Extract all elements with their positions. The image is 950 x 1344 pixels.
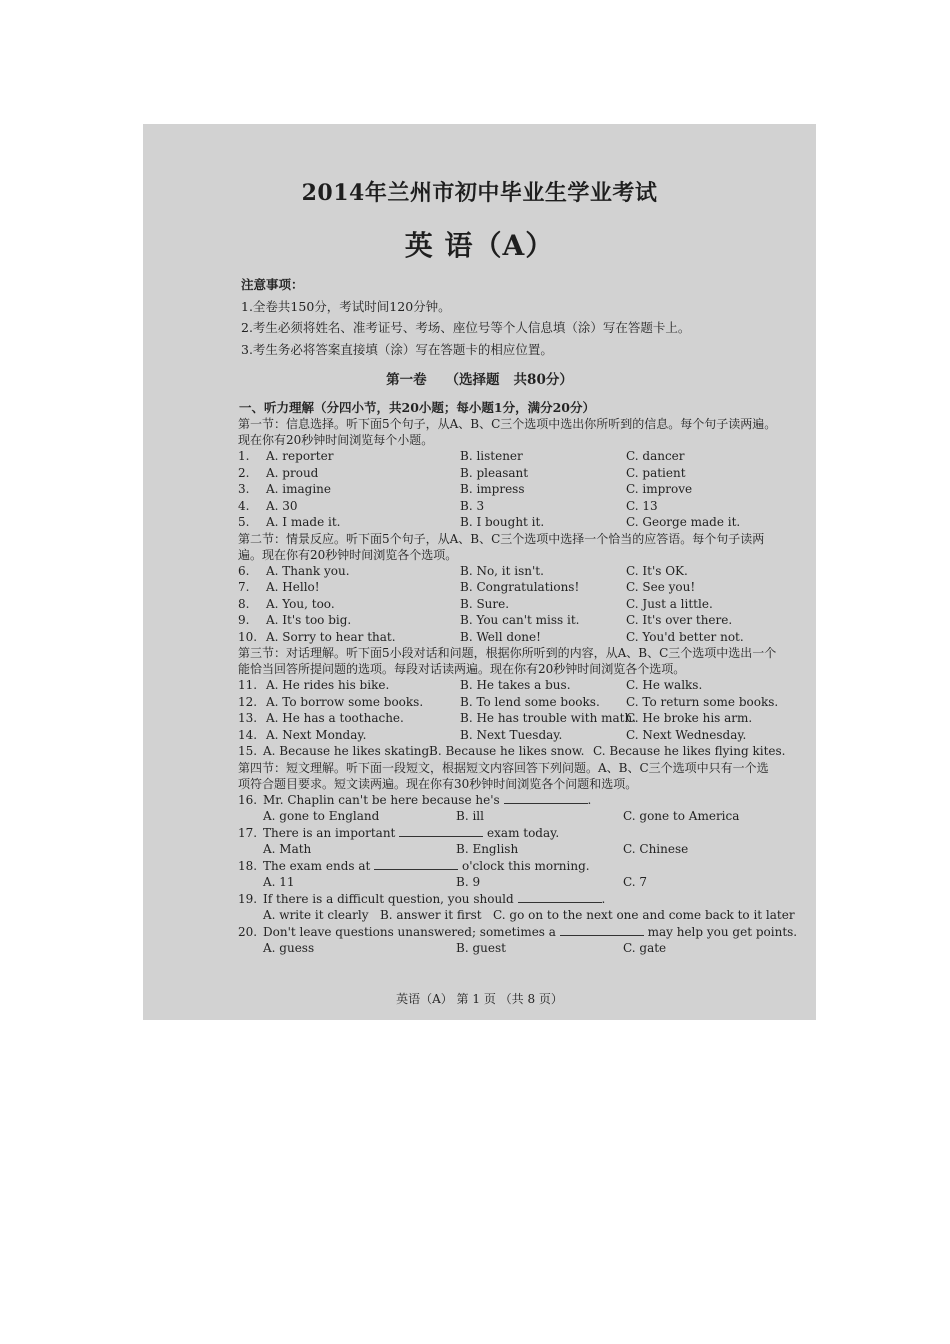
options-row — [238, 841, 778, 858]
option-a: A. imagine — [266, 482, 332, 496]
stem-text: There is an important — [263, 825, 396, 840]
stem-text: Don't leave questions unanswered; sometimes a — [263, 924, 556, 939]
question-stem — [238, 891, 778, 908]
question-row — [238, 727, 778, 744]
question-row — [238, 579, 778, 596]
question-number: 14. — [238, 727, 258, 742]
option-b: B. ill — [456, 809, 484, 823]
question-number: 9. — [238, 613, 250, 627]
note-item: 1.全卷共150分，考试时间120分钟。 — [241, 298, 451, 314]
stem-text: . — [601, 891, 606, 906]
notes-heading: 注意事项： — [241, 277, 304, 292]
option-a: A. To borrow some books. — [266, 694, 424, 709]
option-a: A. 11 — [263, 875, 295, 889]
option-b: B. No, it isn't. — [460, 563, 544, 578]
option-a: A. Because he likes skating. — [263, 744, 434, 758]
question-number: 7. — [238, 580, 250, 594]
option-a: A. He rides his bike. — [266, 678, 390, 692]
question-number: 1. — [238, 449, 250, 463]
option-b: B. impress — [460, 482, 525, 496]
option-a: A. Sorry to hear that. — [266, 629, 396, 644]
question-number: 20. — [238, 924, 258, 939]
question-row — [238, 596, 778, 613]
section3-intro: 第三节：对话理解。听下面5小段对话和问题，根据你所听到的内容，从A、B、C三个选项中选出一个能恰当回答所提问题的选项。每段对话读两遍。现在你有20秒钟时间浏览各个选项。 — [238, 646, 777, 676]
question-number: 3. — [238, 482, 250, 496]
scanned-exam-page — [143, 124, 816, 1020]
option-c: C. He broke his arm. — [626, 711, 753, 725]
question-number: 2. — [238, 465, 250, 480]
question-number: 6. — [238, 563, 250, 578]
question-row — [238, 629, 778, 646]
option-c: C. It's OK. — [626, 563, 688, 578]
question-number: 17. — [238, 825, 258, 840]
option-a: A. Thank you. — [266, 563, 350, 578]
question-stem — [238, 792, 778, 809]
option-b: B. listener — [460, 449, 523, 463]
stem-text: The exam ends at — [263, 858, 371, 873]
options-row — [238, 808, 778, 825]
option-b: B. You can't miss it. — [460, 613, 580, 627]
option-b: B. He takes a bus. — [460, 678, 571, 692]
question-number: 4. — [238, 498, 250, 513]
option-b: B. 9 — [456, 875, 481, 889]
volume-heading: 第一卷 （选择题 共80分） — [386, 372, 573, 388]
option-c: C. dancer — [626, 449, 685, 463]
option-c: C. See you! — [626, 580, 696, 594]
option-c: C. patient — [626, 465, 686, 480]
option-a: A. You, too. — [266, 596, 335, 611]
stem-text: may help you get points. — [647, 924, 798, 939]
section1-intro: 第一节：信息选择。听下面5个句子，从A、B、C三个选项中选出你所听到的信息。每个句子读两遍。现在你有20秒钟时间浏览每个小题。 — [238, 417, 777, 447]
option-c: C. It's over there. — [626, 613, 733, 627]
options-row — [238, 940, 778, 957]
question-number: 19. — [238, 891, 258, 906]
question-row — [238, 563, 778, 580]
question-row — [238, 448, 778, 465]
answer-blank — [560, 924, 644, 936]
notes-section — [241, 274, 801, 360]
option-b: B. Next Tuesday. — [460, 727, 563, 742]
option-a: A. He has a toothache. — [266, 711, 404, 725]
question-number: 12. — [238, 694, 258, 709]
option-a: A. I made it. — [266, 515, 341, 529]
options-row — [238, 907, 795, 924]
option-a: A. reporter — [266, 449, 334, 463]
option-a: A. Next Monday. — [266, 727, 367, 742]
option-c: C. To return some books. — [626, 694, 779, 709]
option-b: B. English — [456, 842, 519, 856]
question-row — [238, 481, 778, 498]
question-row — [238, 694, 778, 711]
question-stem — [238, 825, 778, 842]
question-row — [238, 465, 778, 482]
note-item: 3.考生务必将答案直接填（涂）写在答题卡的相应位置。 — [241, 341, 553, 357]
question-row — [238, 498, 778, 515]
listening-heading: 一、听力理解（分四小节，共20小题；每小题1分，满分20分） — [239, 400, 595, 415]
section2-intro: 第二节：情景反应。听下面5个句子，从A、B、C三个选项中选择一个恰当的应答语。每个句子读两遍。现在你有20秒钟时间浏览各个选项。 — [238, 531, 765, 562]
stem-text: Mr. Chaplin can't be here because he's — [263, 792, 500, 807]
option-c: C. 13 — [626, 498, 658, 513]
option-c: C. gate — [623, 941, 667, 955]
option-c: C. 7 — [623, 875, 648, 889]
option-a: A. gone to England — [263, 809, 380, 823]
question-row — [238, 677, 778, 694]
subject-title: 英 语（A） — [404, 229, 555, 262]
stem-text: exam today. — [487, 825, 560, 840]
option-c: C. George made it. — [626, 515, 741, 529]
note-item: 2.考生必须将姓名、准考证号、考场、座位号等个人信息填（涂）写在答题卡上。 — [241, 320, 691, 335]
stem-text: o'clock this morning. — [461, 858, 590, 873]
question-row — [238, 514, 778, 531]
option-c: C. You'd better not. — [626, 629, 744, 644]
question-row — [238, 612, 778, 629]
section4-intro: 第四节：短文理解。听下面一段短文，根据短文内容回答下列问题。A、B、C三个选项中只有一个选项符合题目要求。短文读两遍。现在你有30秒钟时间浏览各个问题和选项。 — [238, 760, 769, 791]
option-a: A. proud — [266, 465, 319, 480]
option-a: A. It's too big. — [266, 613, 352, 627]
option-b: B. Because he likes snow. — [429, 744, 585, 758]
question-number: 11. — [238, 678, 258, 692]
option-b: B. pleasant — [460, 465, 529, 480]
option-a: A. Hello! — [266, 580, 320, 594]
option-b: B. Well done! — [460, 629, 541, 644]
question-number: 10. — [238, 629, 258, 644]
option-b: B. He has trouble with math. — [460, 711, 637, 725]
question-number: 15. — [238, 744, 258, 758]
answer-blank — [518, 891, 602, 903]
question-row — [238, 743, 786, 760]
option-a: A. guess — [263, 941, 315, 955]
option-c: C. Just a little. — [626, 596, 713, 611]
question-number: 16. — [238, 792, 258, 807]
option-a: A. Math — [263, 842, 312, 856]
answer-blank — [504, 792, 588, 804]
option-b: B. Congratulations! — [460, 580, 580, 594]
option-c: C. Chinese — [623, 842, 689, 856]
listening-body — [238, 416, 798, 957]
option-c: C. Because he likes flying kites. — [593, 744, 786, 758]
option-c: C. He walks. — [626, 678, 703, 692]
question-number: 18. — [238, 858, 258, 873]
answer-blank — [399, 825, 483, 837]
stem-text: If there is a difficult question, you should — [263, 891, 514, 906]
option-c: C. gone to America — [623, 809, 740, 823]
stem-text: . — [587, 792, 592, 807]
option-a: A. 30 — [266, 498, 298, 513]
question-number: 8. — [238, 596, 250, 611]
exam-title: 2014年兰州市初中毕业生学业考试 — [301, 180, 658, 206]
options-row — [238, 874, 778, 891]
question-number: 13. — [238, 711, 258, 725]
question-stem — [238, 924, 798, 941]
question-row — [238, 710, 778, 727]
option-c: C. Next Wednesday. — [626, 727, 747, 742]
option-b: B. I bought it. — [460, 515, 545, 529]
option-b: B. To lend some books. — [460, 694, 600, 709]
page-footer: 英语（A） 第 1 页 （共 8 页） — [396, 992, 563, 1006]
answer-blank — [374, 858, 458, 870]
option-c: C. improve — [626, 482, 693, 496]
options-inline: A. write it clearly B. answer it first C. go on to the next one and come back to it later — [263, 908, 795, 922]
question-number: 5. — [238, 515, 250, 529]
question-stem — [238, 858, 778, 875]
option-b: B. Sure. — [460, 596, 510, 611]
option-b: B. 3 — [460, 498, 485, 513]
option-b: B. guest — [456, 941, 506, 955]
